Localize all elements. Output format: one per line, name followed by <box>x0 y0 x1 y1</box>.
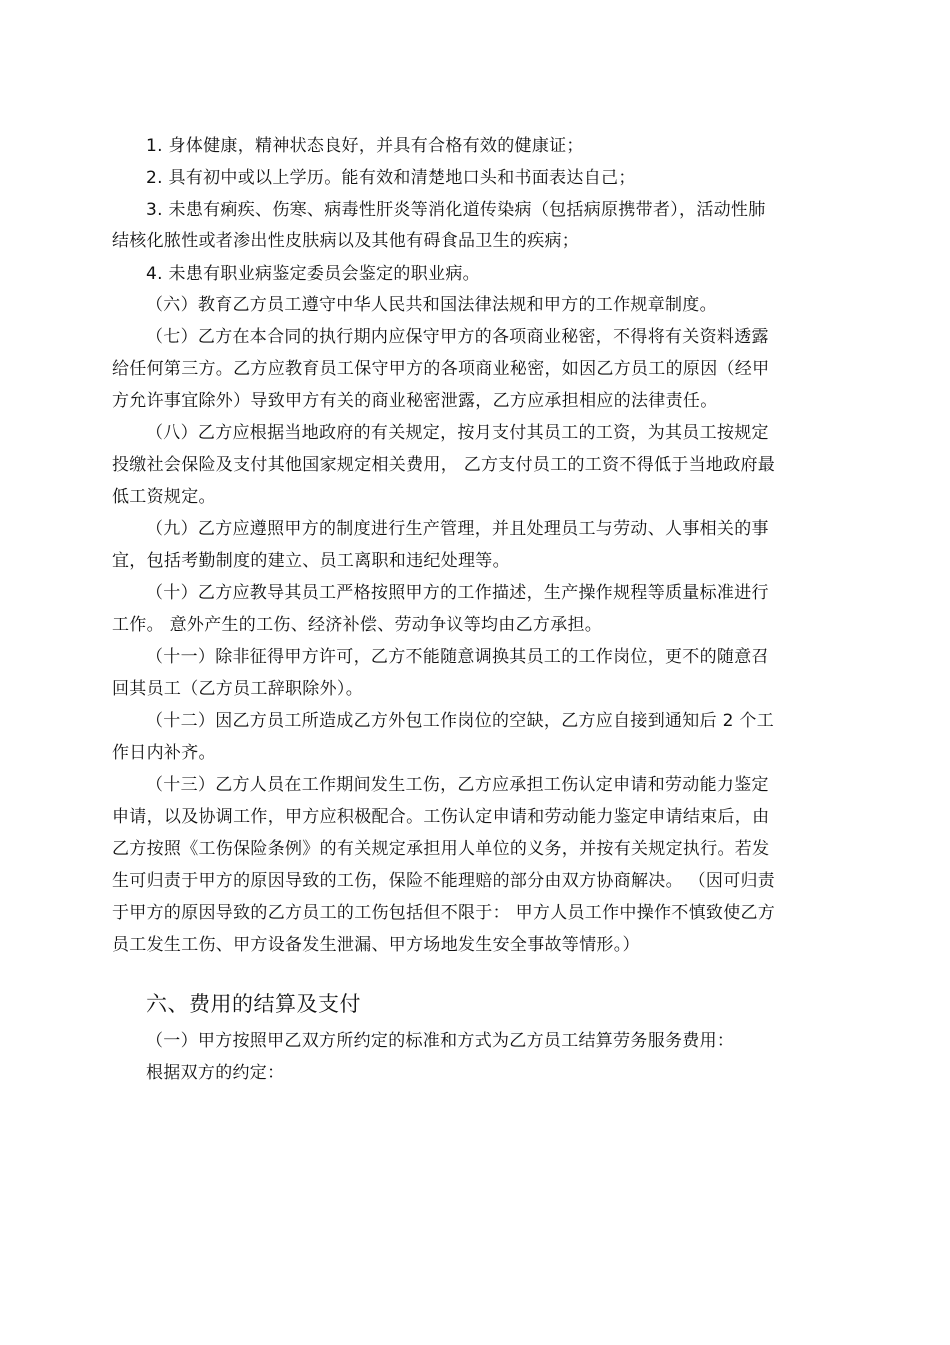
text-line: （一）甲方按照甲乙双方所约定的标准和方式为乙方员工结算劳务服务费用： <box>146 1031 735 1051</box>
text-line: 生可归责于甲方的原因导致的工伤，保险不能理赔的部分由双方协商解决。 （因可归责 <box>112 871 776 891</box>
section-heading: 六、费用的结算及支付 <box>146 992 361 1016</box>
text-line: 1. 身体健康，精神状态良好，并具有合格有效的健康证； <box>146 136 584 156</box>
text-line: （六）教育乙方员工遵守中华人民共和国法律法规和甲方的工作规章制度。 <box>146 295 717 315</box>
text-line: 3. 未患有痢疾、伤寒、病毒性肝炎等消化道传染病（包括病原携带者），活动性肺 <box>146 200 766 220</box>
text-line: （十二）因乙方员工所造成乙方外包工作岗位的空缺，乙方应自接到通知后 2 个工 <box>146 711 775 731</box>
text-line: 回其员工（乙方员工辞职除外）。 <box>112 679 363 699</box>
text-line: （十三）乙方人员在工作期间发生工伤，乙方应承担工伤认定申请和劳动能力鉴定 <box>146 775 769 795</box>
text-line: （九）乙方应遵照甲方的制度进行生产管理，并且处理员工与劳动、人事相关的事 <box>146 519 769 539</box>
text-line: 工作。 意外产生的工伤、经济补偿、劳动争议等均由乙方承担。 <box>112 615 603 635</box>
text-line: （十一）除非征得甲方许可，乙方不能随意调换其员工的工作岗位，更不的随意召 <box>146 647 769 667</box>
text-line: （七）乙方在本合同的执行期内应保守甲方的各项商业秘密，不得将有关资料透露 <box>146 327 769 347</box>
text-line: 员工发生工伤、甲方设备发生泄漏、甲方场地发生安全事故等情形。） <box>112 935 640 955</box>
text-line: 方允许事宜除外）导致甲方有关的商业秘密泄露，乙方应承担相应的法律责任。 <box>112 391 718 411</box>
text-line: （八）乙方应根据当地政府的有关规定，按月支付其员工的工资，为其员工按规定 <box>146 423 769 443</box>
text-line: 乙方按照《工伤保险条例》的有关规定承担用人单位的义务，并按有关规定执行。若发 <box>112 839 770 859</box>
text-line: 2. 具有初中或以上学历。能有效和清楚地口头和书面表达自己； <box>146 168 636 188</box>
text-line: 结核化脓性或者渗出性皮肤病以及其他有碍食品卫生的疾病； <box>112 231 580 251</box>
text-line: 申请，以及协调工作，甲方应积极配合。工伤认定申请和劳动能力鉴定申请结束后，由 <box>112 807 770 827</box>
text-line: 于甲方的原因导致的乙方员工的工伤包括但不限于： 甲方人员工作中操作不慎致使乙方 <box>112 903 776 923</box>
text-line: 根据双方的约定： <box>146 1063 285 1083</box>
text-line: 投缴社会保险及支付其他国家规定相关费用， 乙方支付员工的工资不得低于当地政府最 <box>112 455 776 475</box>
text-line: 作日内补齐。 <box>112 743 216 763</box>
text-line: 宜，包括考勤制度的建立、员工离职和违纪处理等。 <box>112 551 510 571</box>
text-line: 4. 未患有职业病鉴定委员会鉴定的职业病。 <box>146 264 480 284</box>
text-line: 给任何第三方。乙方应教育员工保守甲方的各项商业秘密，如因乙方员工的原因（经甲 <box>112 359 770 379</box>
text-line: 低工资规定。 <box>112 487 216 507</box>
text-line: （十）乙方应教导其员工严格按照甲方的工作描述，生产操作规程等质量标准进行 <box>146 583 769 603</box>
